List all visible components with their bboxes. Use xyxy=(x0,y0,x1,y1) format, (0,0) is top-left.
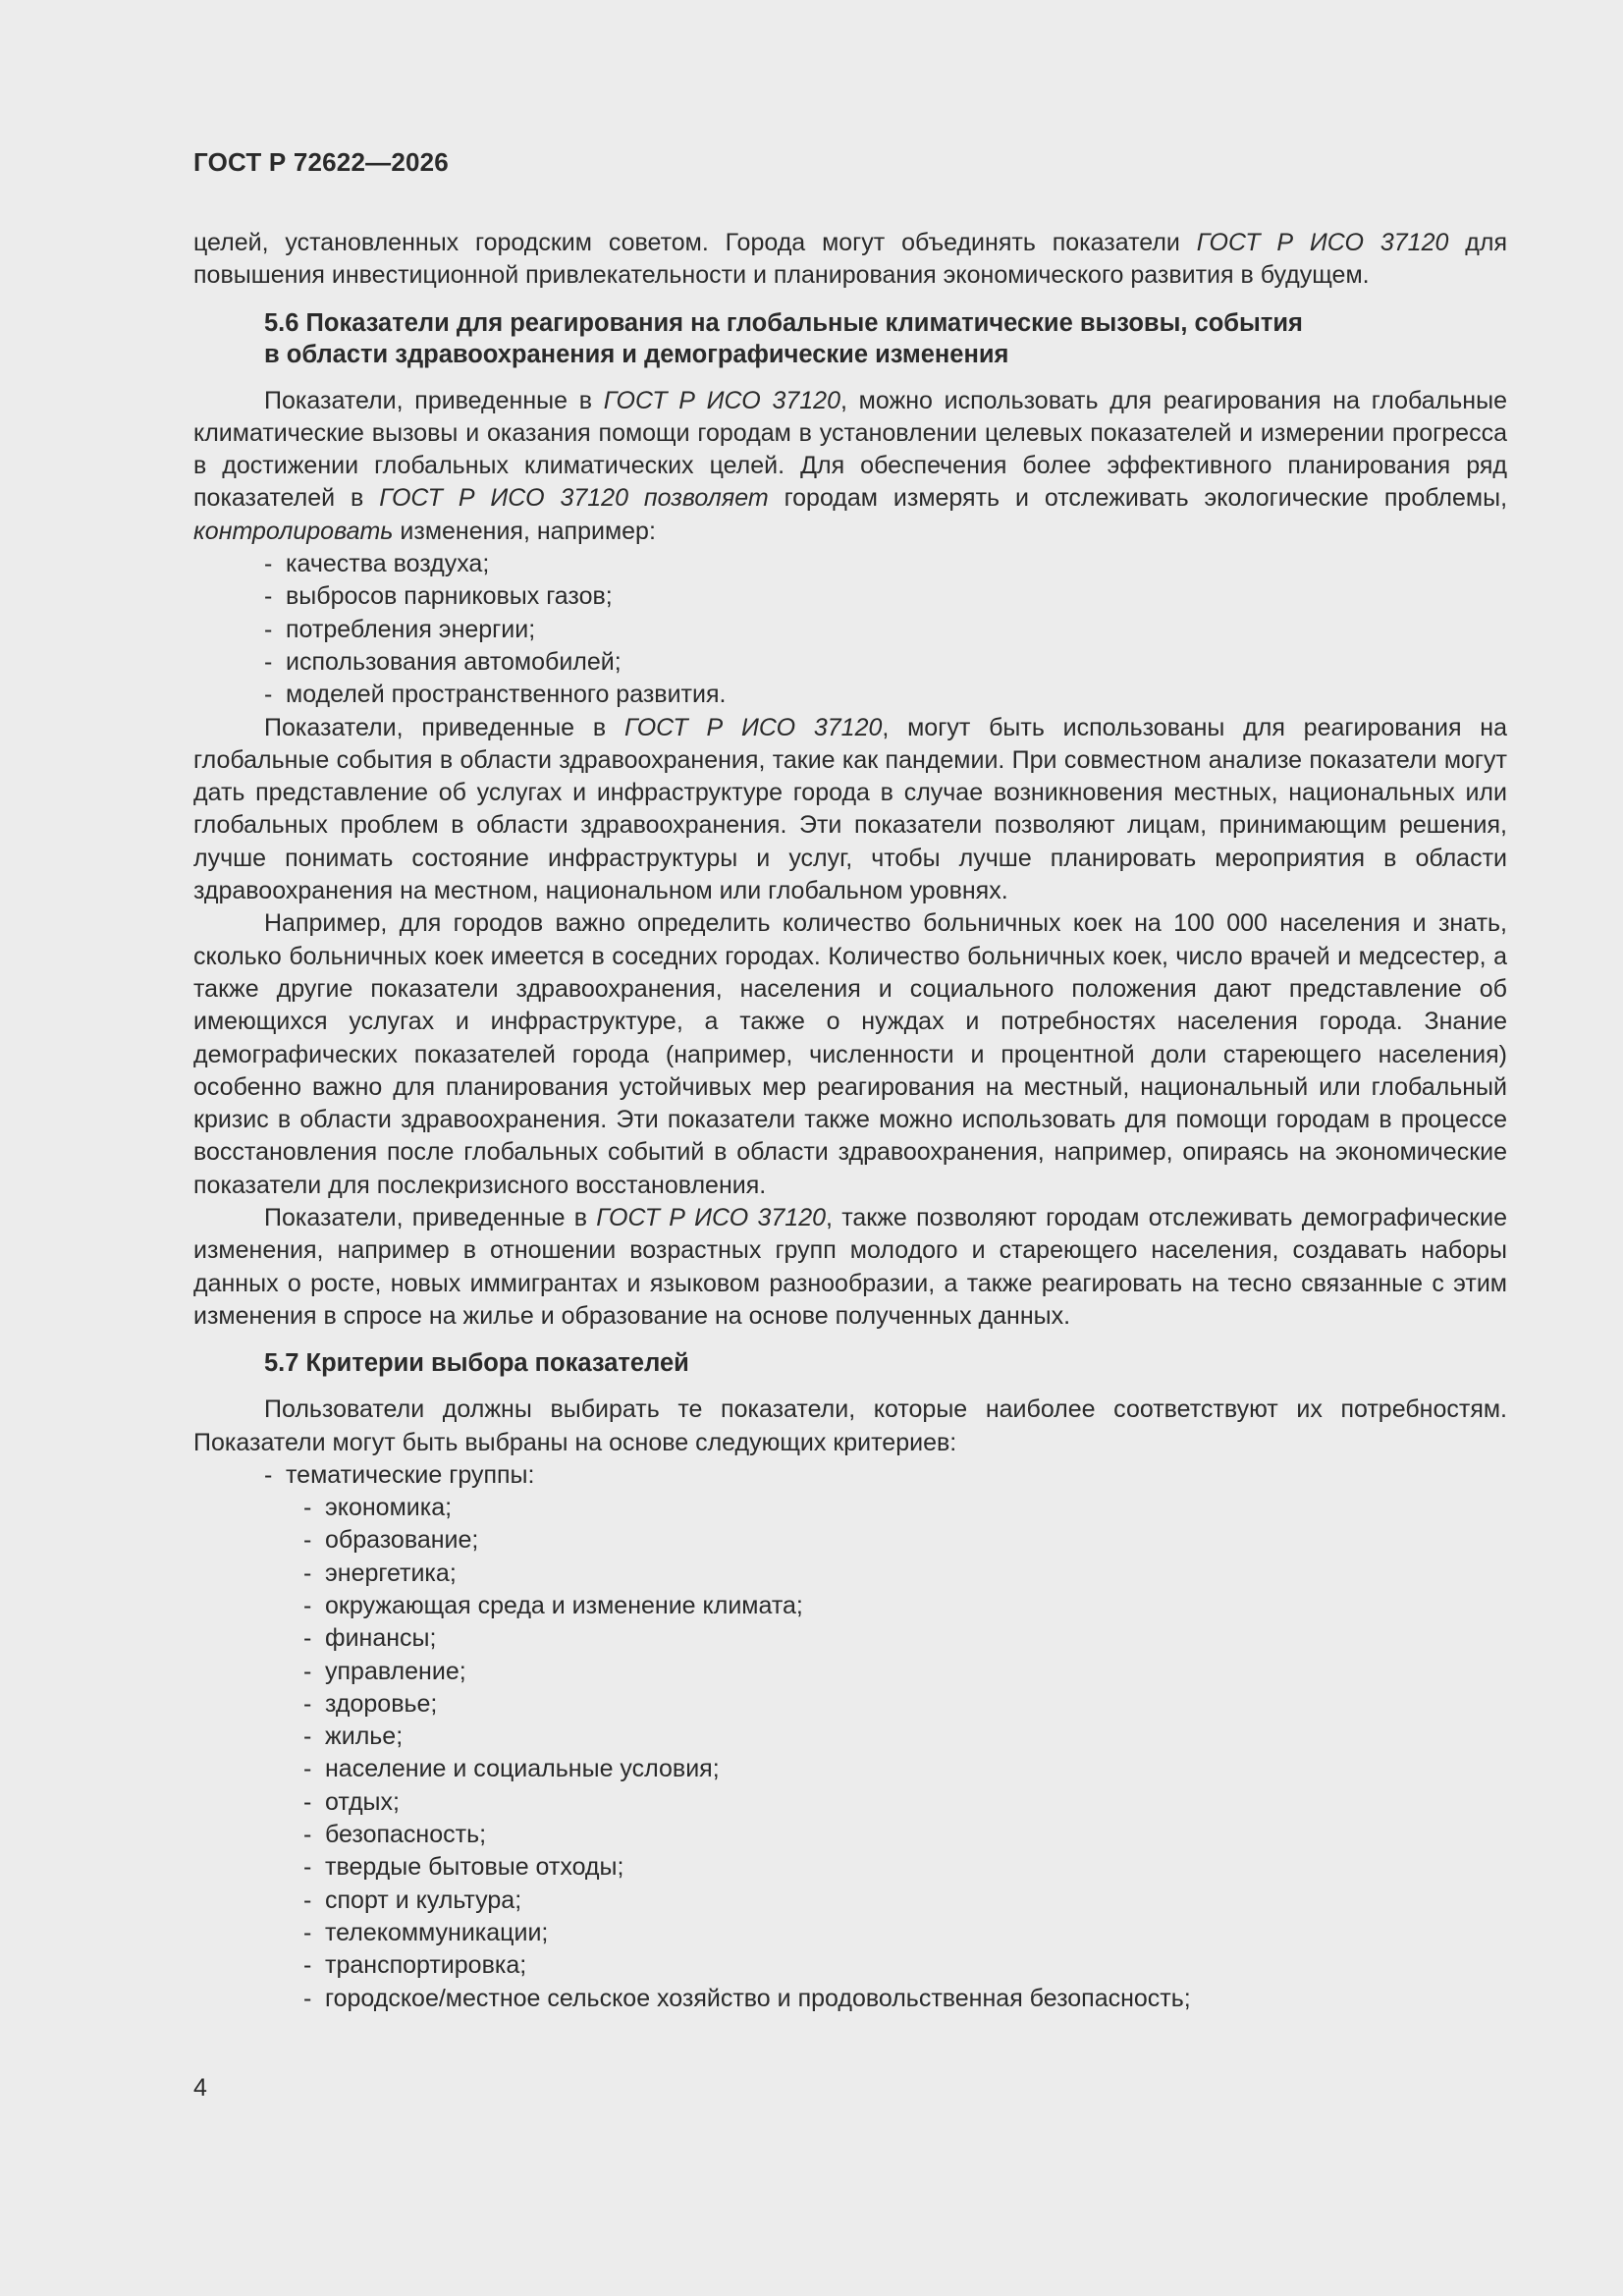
standard-reference: ГОСТ Р ИСО 37120 xyxy=(1196,229,1449,256)
list-item: - управление; xyxy=(303,1656,1507,1688)
section-5-7-paragraph-1: Пользователи должны выбирать те показатели, которые наиболее соответствуют их потребностям. Показатели могут быть выбраны на основе следующих критериев: xyxy=(193,1395,1507,1456)
list-item: - экономика; xyxy=(303,1492,1507,1524)
list-item: - твердые бытовые отходы; xyxy=(303,1851,1507,1884)
emphasis: контролировать xyxy=(193,517,394,545)
section-5-6-paragraph-4: Показатели, приведенные в ГОСТ Р ИСО 37120, также позволяют городам отслеживать демографические изменения, например в отношении возрастных групп молодого и стареющего населения, создавать наборы данных о росте, новых иммигрантах и языковом разнообразии, а также реагировать на тесно связанные с этим изменения в спросе на жилье и образование на основе полученных данных. xyxy=(193,1204,1507,1330)
list-item: - выбросов парниковых газов; xyxy=(264,580,1507,613)
list-item: - спорт и культура; xyxy=(303,1885,1507,1917)
list-item: - окружающая среда и изменение климата; xyxy=(303,1590,1507,1622)
section-5-6-paragraph-2: Показатели, приведенные в ГОСТ Р ИСО 37120, могут быть использованы для реагирования на глобальные события в области здравоохранения, такие как пандемии. При совместном анализе показатели могут дать представление об услугах и инфраструктуре города в случае возникновения местных, национальных или глобальных проблем в области здравоохранения. Эти показатели позволяют лицам, принимающим решения, лучше понимать состояние инфраструктуры и услуг, чтобы лучше планировать мероприятия в области здравоохранения на местном, национальном или глобальном уровнях. xyxy=(193,713,1508,905)
document-page xyxy=(193,0,1507,2296)
section-5-6-paragraph-1: Показатели, приведенные в ГОСТ Р ИСО 37120, можно использовать для реагирования на глобальные климатические вызовы и оказания помощи городам в установлении целевых показателей и измерении прогресса в достижении глобальных климатических целей. Для обеспечения более эффективного планирования ряд показателей в ГОСТ Р ИСО 37120 позволяет городам измерять и отслеживать экологические проблемы, контролировать изменения, например: xyxy=(193,386,1508,545)
section-heading-5-6: 5.6 Показатели для реагирования на глобальные климатические вызовы, события в области здравоохранения и демографические изменения xyxy=(264,308,1303,368)
section-heading-5-7: 5.7 Критерии выбора показателей xyxy=(264,1349,689,1378)
list-item: - финансы; xyxy=(303,1622,1507,1655)
list-item: - использования автомобилей; xyxy=(264,646,1507,679)
list-item: - моделей пространственного развития. xyxy=(264,679,1507,711)
list-item: - городское/местное сельское хозяйство и продовольственная безопасность; xyxy=(303,1983,1507,2015)
section-5-6-paragraph-3: Например, для городов важно определить количество больничных коек на 100 000 населения и знать, сколько больничных коек имеется в соседних городах. Количество больничных коек, число врачей и медсестер, а также другие показатели здравоохранения, населения и социального положения дают представление об имеющихся услугах и инфраструктуре, а также о нуждах и потребностях населения города. Знание демографических показателей города (например, численности и процентной доли стареющего населения) особенно важно для планирования устойчивых мер реагирования на местный, национальный или глобальный кризис в области здравоохранения. Эти показатели также можно использовать для помощи городам в процессе восстановления после глобальных событий в области здравоохранения, например, опираясь на экономические показатели для послекризисного восстановления. xyxy=(193,909,1507,1199)
standard-reference: ГОСТ Р ИСО 37120 xyxy=(603,386,840,414)
list-item: - энергетика; xyxy=(303,1558,1507,1590)
list-item: - отдых; xyxy=(303,1786,1507,1819)
list-item: - безопасность; xyxy=(303,1819,1507,1851)
standard-reference: ГОСТ Р ИСО 37120 xyxy=(623,713,883,741)
intro-paragraph: целей, установленных городским советом. Города могут объединять показатели ГОСТ Р ИСО 37120 для повышения инвестиционной привлекательности и планирования экономического развития в будущем. xyxy=(193,229,1507,290)
document-body xyxy=(193,227,1507,2015)
list-item: - жилье; xyxy=(303,1721,1507,1753)
page-number: 4 xyxy=(193,2074,207,2102)
criteria-list xyxy=(193,1459,1507,1492)
list-item: - образование; xyxy=(303,1524,1507,1557)
list-item: - население и социальные условия; xyxy=(303,1753,1507,1785)
list-item: - потребления энергии; xyxy=(264,614,1507,646)
list-item: - транспортировка; xyxy=(303,1949,1507,1982)
environment-indicator-list xyxy=(193,548,1507,711)
thematic-groups-list xyxy=(193,1492,1507,2015)
document-code-header: ГОСТ Р 72622—2026 xyxy=(193,147,449,177)
list-item: - здоровье; xyxy=(303,1688,1507,1721)
list-item: - телекоммуникации; xyxy=(303,1917,1507,1949)
list-item: - качества воздуха; xyxy=(264,548,1507,580)
list-item: - тематические группы: xyxy=(264,1459,1507,1492)
standard-reference: ГОСТ Р ИСО 37120 позволяет xyxy=(379,484,769,513)
standard-reference: ГОСТ Р ИСО 37120 xyxy=(596,1204,827,1232)
